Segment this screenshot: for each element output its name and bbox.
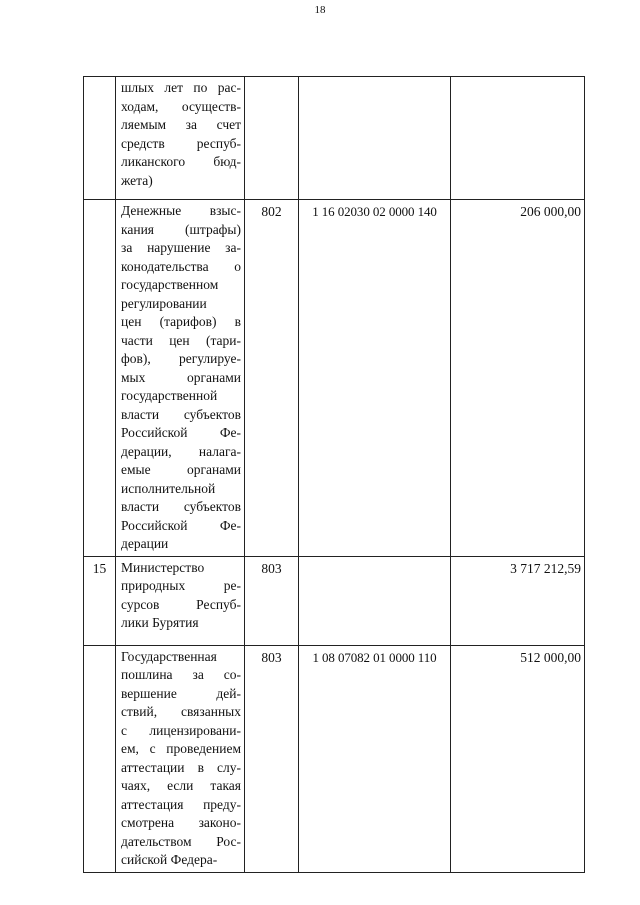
name-line: государственной — [121, 388, 218, 403]
name-line: власти субъектов — [121, 499, 241, 514]
admin-code-cell: 803 — [245, 645, 299, 872]
table-row — [84, 645, 585, 872]
table-row — [84, 556, 585, 645]
budget-class-code-cell — [299, 77, 451, 200]
budget-revenue-table — [83, 76, 585, 873]
name-line: пошлина за со- — [121, 667, 241, 682]
row-name-cell — [116, 556, 245, 645]
name-line: емые органами — [121, 462, 241, 477]
name-line: ляемым за счет — [121, 117, 241, 132]
name-line: сийской Федера- — [121, 852, 218, 867]
name-line: кания (штрафы) — [121, 221, 241, 237]
row-name-cell — [116, 77, 245, 200]
admin-code-cell: 802 — [245, 200, 299, 557]
name-line: регулировании — [121, 295, 207, 311]
name-line: ликанского бюд- — [121, 154, 241, 169]
row-name — [116, 646, 244, 872]
row-name — [116, 77, 244, 192]
row-number-cell — [84, 200, 116, 557]
name-line: смотрена законо- — [121, 815, 241, 830]
amount-cell: 512 000,00 — [451, 645, 585, 872]
budget-class-code-cell: 1 16 02030 02 0000 140 — [299, 200, 451, 557]
name-line: ствий, связанных — [121, 704, 241, 719]
name-line: сурсов Респуб- — [121, 596, 241, 612]
name-line: Российской Фе- — [121, 517, 241, 533]
name-line: части цен (тари- — [121, 332, 241, 348]
row-name-cell — [116, 645, 245, 872]
name-line: мых органами — [121, 369, 241, 385]
name-line: Российской Фе- — [121, 425, 241, 440]
admin-code-cell: 803 — [245, 556, 299, 645]
name-line: средств респуб- — [121, 135, 241, 151]
name-line: ем, с проведением — [121, 741, 241, 756]
name-line: аттестация преду- — [121, 796, 241, 812]
name-line: Денежные взыс- — [121, 203, 241, 218]
table-row — [84, 77, 585, 200]
name-line: цен (тарифов) в — [121, 314, 241, 329]
name-line: шлых лет по рас- — [121, 80, 241, 95]
name-line: конодательства о — [121, 258, 241, 274]
name-line: лики Бурятия — [121, 615, 199, 630]
name-line: природных ре- — [121, 578, 241, 593]
table-row — [84, 200, 585, 557]
amount-cell: 206 000,00 — [451, 200, 585, 557]
name-line: чаях, если такая — [121, 778, 241, 793]
row-number-cell — [84, 77, 116, 200]
row-number-cell: 15 — [84, 556, 116, 645]
name-line: дерации, налага- — [121, 443, 241, 459]
row-number-cell — [84, 645, 116, 872]
row-name — [116, 200, 244, 556]
page-number: 18 — [314, 4, 326, 16]
name-line: государственном — [121, 277, 219, 292]
name-line: дерации — [121, 536, 169, 551]
amount-cell: 3 717 212,59 — [451, 556, 585, 645]
budget-class-code-cell — [299, 556, 451, 645]
name-line: аттестации в слу- — [121, 759, 241, 775]
name-line: с лицензировани- — [121, 722, 241, 738]
budget-class-code-cell: 1 08 07082 01 0000 110 — [299, 645, 451, 872]
name-line: Министерство — [121, 559, 205, 575]
name-line: дательством Рос- — [121, 833, 241, 849]
row-name — [116, 557, 244, 635]
name-line: вершение дей- — [121, 685, 241, 701]
amount-cell — [451, 77, 585, 200]
name-line: жета) — [121, 172, 153, 188]
name-line: за нарушение за- — [121, 240, 241, 255]
name-line: власти субъектов — [121, 406, 241, 422]
name-line: исполнительной — [121, 480, 216, 496]
admin-code-cell — [245, 77, 299, 200]
name-line: Государственная — [121, 648, 217, 664]
name-line: фов), регулируе- — [121, 351, 241, 366]
name-line: ходам, осуществ- — [121, 98, 241, 114]
row-name-cell — [116, 200, 245, 557]
